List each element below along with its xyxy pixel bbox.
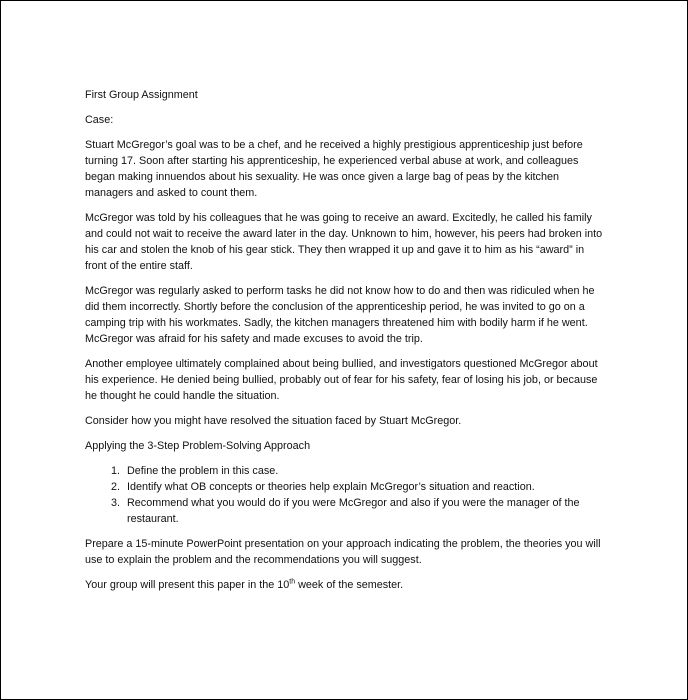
consider-instruction: Consider how you might have resolved the situation faced by Stuart McGregor. <box>85 415 462 427</box>
ordinal-suffix: th <box>289 578 296 586</box>
step-item-3: 3. Recommend what you would do if you were McGregor and also if you were the manager of the restaurant. <box>123 495 605 527</box>
document-page <box>85 87 605 602</box>
case-paragraph-2: McGregor was told by his colleagues that he was going to receive an award. Excitedly, he called his family and could not wait to receive the award later in the day. Unknown to him, however, his peers had broken into his car and stolen the knob of his gear stick. They then wrapped it up and gave it to him as his “award” in front of the entire staff. <box>85 212 603 272</box>
case-label: Case: <box>85 114 114 126</box>
steps-list <box>85 463 605 527</box>
case-paragraph-4: Another employee ultimately complained about being bullied, and investigators questioned McGregor about his experience. He denied being bullied, probably out of fear for his safety, fear of losing his job, or because he thought he could handle the situation. <box>85 358 598 402</box>
step-item-2: 2. Identify what OB concepts or theories help explain McGregor’s situation and reaction. <box>123 479 605 495</box>
presentation-note-end: week of the semester. <box>295 579 404 591</box>
prepare-instruction: Prepare a 15-minute PowerPoint presentation on your approach indicating the problem, the theories you will use to explain the problem and the recommendations you will suggest. <box>85 538 601 566</box>
step-item-1: 1. Define the problem in this case. <box>123 463 605 479</box>
presentation-note <box>85 577 605 593</box>
presentation-note-start: Your group will present this paper in the 10 <box>85 579 290 591</box>
case-paragraph-1: Stuart McGregor’s goal was to be a chef, and he received a highly prestigious apprenticeship just before turning 17. Soon after starting his apprenticeship, he experienced verbal abuse at work, and colleagues began making innuendos about his sexuality. He was once given a large bag of peas by the kitchen managers and asked to count them. <box>85 139 583 199</box>
case-paragraph-3: McGregor was regularly asked to perform tasks he did not know how to do and then was ridiculed when he did them incorrectly. Shortly before the conclusion of the apprenticeship period, he was invited to go on a camping trip with his workmates. Sadly, the kitchen managers threatened him with bodily harm if he went. McGregor was afraid for his safety and made excuses to avoid the trip. <box>85 285 595 345</box>
approach-heading: Applying the 3-Step Problem-Solving Approach <box>85 440 311 452</box>
assignment-title: First Group Assignment <box>85 89 198 101</box>
